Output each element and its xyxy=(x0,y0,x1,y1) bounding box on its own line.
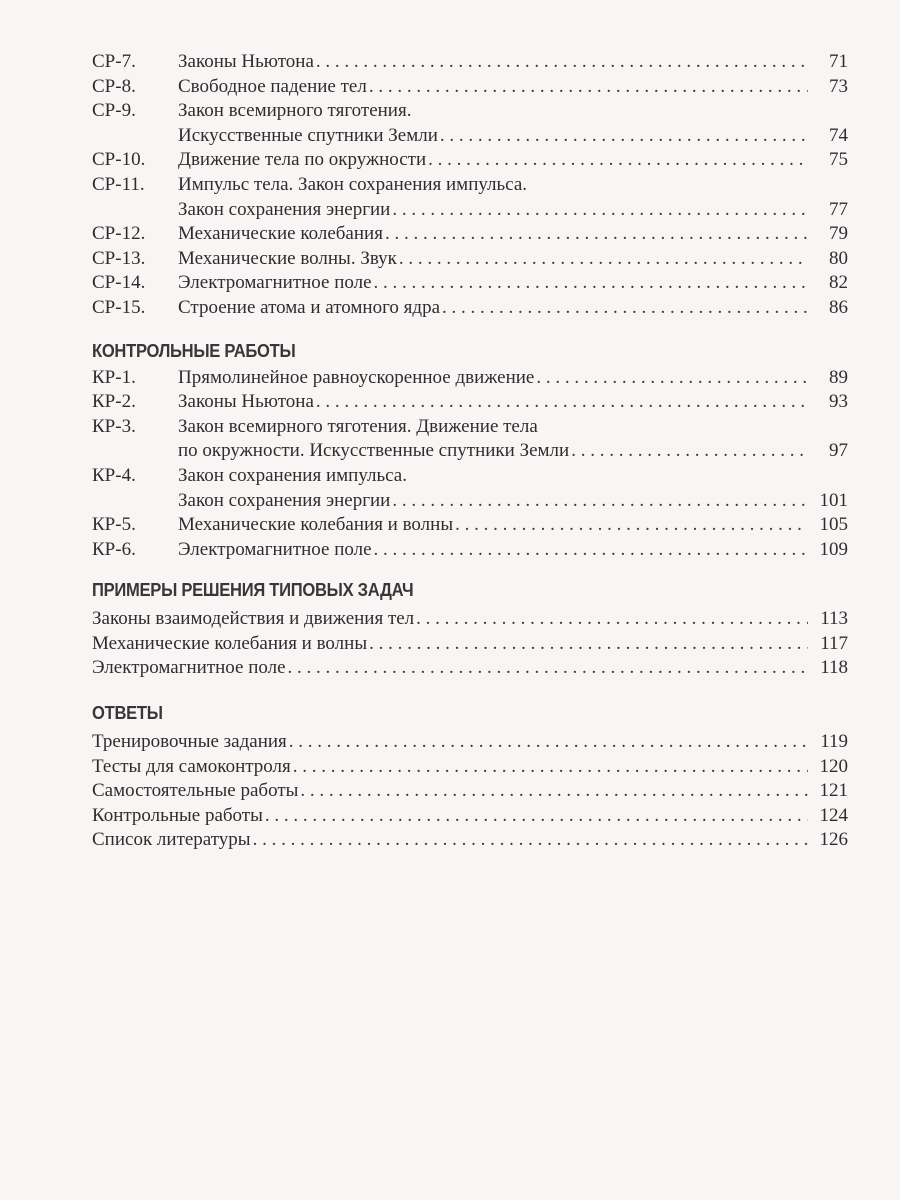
entry-code: СР-13. xyxy=(92,247,146,269)
entry-code: КР-4. xyxy=(92,464,136,486)
page-number: 93 xyxy=(829,391,848,413)
entry-title: Закон сохранения энергии xyxy=(178,489,391,511)
toc-entry-line xyxy=(92,415,848,440)
entry-title: Механические колебания и волны xyxy=(92,632,368,654)
entry-title: Искусственные спутники Земли xyxy=(178,124,438,146)
dot-leader xyxy=(536,366,808,391)
page-number: 89 xyxy=(829,366,848,388)
entry-code: СР-8. xyxy=(92,75,136,97)
dot-leader xyxy=(374,538,808,563)
toc-entry-line xyxy=(92,296,848,321)
dot-leader xyxy=(369,632,808,657)
dot-leader xyxy=(288,656,808,681)
page-number: 71 xyxy=(829,51,848,72)
entry-title: Закон сохранения энергии xyxy=(178,198,391,220)
toc-entry-line xyxy=(92,464,848,489)
dot-leader xyxy=(399,247,808,272)
section-title: ОТВЕТЫ xyxy=(92,703,163,724)
entry-title: Механические волны. Звук xyxy=(178,247,397,269)
page-number: 80 xyxy=(829,247,848,269)
section-title: ПРИМЕРЫ РЕШЕНИЯ ТИПОВЫХ ЗАДАЧ xyxy=(92,580,414,601)
toc-entry-line xyxy=(92,198,848,223)
page-number: 79 xyxy=(829,223,848,245)
entry-title: Законы взаимодействия и движения тел xyxy=(92,608,415,630)
entry-title: Электромагнитное поле xyxy=(178,538,372,560)
toc-entry-line xyxy=(92,247,848,272)
toc-entry-line xyxy=(92,99,848,124)
dot-leader xyxy=(369,75,808,100)
dot-leader xyxy=(293,755,808,780)
entry-code: КР-3. xyxy=(92,415,136,437)
page-number: 121 xyxy=(819,780,848,802)
toc-entry-line xyxy=(92,513,848,538)
dot-leader xyxy=(392,198,808,223)
page-number: 109 xyxy=(819,538,848,560)
entry-code: КР-2. xyxy=(92,391,136,413)
entry-title: Закон сохранения импульса. xyxy=(178,464,407,486)
entry-list xyxy=(92,607,848,681)
entry-title: Закон всемирного тяготения. Движение тела xyxy=(178,415,538,437)
page-number: 119 xyxy=(820,731,848,753)
toc-entry-line xyxy=(92,124,848,149)
toc-entry-line xyxy=(92,390,848,415)
page-number: 126 xyxy=(819,829,848,851)
dot-leader xyxy=(374,271,808,296)
entry-title: Свободное падение тел xyxy=(178,75,367,97)
toc-section xyxy=(92,50,848,321)
entry-code: СР-9. xyxy=(92,100,136,122)
toc-entry-line xyxy=(92,75,848,100)
entry-title: Прямолинейное равноускоренное движение xyxy=(178,366,535,388)
toc-entry-line xyxy=(92,632,848,657)
entry-list xyxy=(92,366,848,563)
page-number: 105 xyxy=(819,514,848,536)
entry-title: Контрольные работы xyxy=(92,804,263,826)
entry-title: Строение атома и атомного ядра xyxy=(178,296,441,318)
entry-code: СР-12. xyxy=(92,223,146,245)
page-number: 113 xyxy=(820,608,848,630)
entry-title: Электромагнитное поле xyxy=(92,657,286,679)
toc-entry-line xyxy=(92,828,848,853)
entry-title: Законы Ньютона xyxy=(178,391,314,413)
entry-code: СР-11. xyxy=(92,173,145,195)
entry-code: КР-6. xyxy=(92,538,136,560)
page-number: 82 xyxy=(829,272,848,294)
page-number: 86 xyxy=(829,296,848,318)
dot-leader xyxy=(442,296,808,321)
page-number: 75 xyxy=(829,149,848,171)
entry-title: Электромагнитное поле xyxy=(178,272,372,294)
toc-entry-line xyxy=(92,439,848,464)
toc-entry-line xyxy=(92,656,848,681)
toc-section xyxy=(92,578,848,681)
page-number: 77 xyxy=(829,198,848,220)
toc-section xyxy=(92,701,848,853)
page-number: 120 xyxy=(819,755,848,777)
page-number: 97 xyxy=(829,440,848,462)
page-number: 74 xyxy=(829,124,848,146)
entry-title: Движение тела по окружности xyxy=(178,149,427,171)
toc-entry-line xyxy=(92,730,848,755)
toc-entry-line xyxy=(92,755,848,780)
entry-title: Тесты для самоконтроля xyxy=(92,755,291,777)
dot-leader xyxy=(253,828,808,853)
toc-section xyxy=(92,339,848,563)
page-number: 124 xyxy=(819,804,848,826)
dot-leader xyxy=(289,730,808,755)
toc-entry-line xyxy=(92,222,848,247)
entry-list xyxy=(92,730,848,853)
entry-title: Импульс тела. Закон сохранения импульса. xyxy=(178,173,528,195)
toc-entry-line xyxy=(92,538,848,563)
page-number: 118 xyxy=(820,657,848,679)
toc-entry-line xyxy=(92,366,848,391)
dot-leader xyxy=(428,148,808,173)
page-number: 73 xyxy=(829,75,848,97)
entry-code: СР-7. xyxy=(92,51,136,72)
page-number: 101 xyxy=(819,489,848,511)
dot-leader xyxy=(571,439,808,464)
dot-leader xyxy=(385,222,808,247)
toc-entry-line xyxy=(92,607,848,632)
dot-leader xyxy=(416,607,808,632)
toc-entry-line xyxy=(92,50,848,75)
dot-leader xyxy=(300,779,808,804)
entry-code: СР-15. xyxy=(92,296,146,318)
entry-title: Механические колебания и волны xyxy=(178,514,454,536)
toc-entry-line xyxy=(92,148,848,173)
dot-leader xyxy=(316,390,808,415)
page-number: 117 xyxy=(820,632,848,654)
dot-leader xyxy=(455,513,808,538)
entry-title: Список литературы xyxy=(92,829,251,851)
entry-title: Самостоятельные работы xyxy=(92,780,299,802)
entry-title: Закон всемирного тяготения. xyxy=(178,100,412,122)
table-of-contents xyxy=(92,50,848,853)
dot-leader xyxy=(265,804,808,829)
toc-entry-line xyxy=(92,779,848,804)
entry-code: СР-14. xyxy=(92,272,146,294)
dot-leader xyxy=(392,489,808,514)
entry-title: Законы Ньютона xyxy=(178,51,314,72)
toc-entry-line xyxy=(92,804,848,829)
toc-entry-line xyxy=(92,173,848,198)
entry-code: КР-1. xyxy=(92,366,136,388)
entry-list xyxy=(92,50,848,321)
entry-code: КР-5. xyxy=(92,514,136,536)
entry-title: по окружности. Искусственные спутники Земли xyxy=(178,440,570,462)
entry-title: Механические колебания xyxy=(178,223,383,245)
toc-entry-line xyxy=(92,271,848,296)
entry-title: Тренировочные задания xyxy=(92,731,287,753)
toc-entry-line xyxy=(92,489,848,514)
dot-leader xyxy=(316,50,808,75)
dot-leader xyxy=(440,124,808,149)
section-title: КОНТРОЛЬНЫЕ РАБОТЫ xyxy=(92,340,296,361)
entry-code: СР-10. xyxy=(92,149,146,171)
